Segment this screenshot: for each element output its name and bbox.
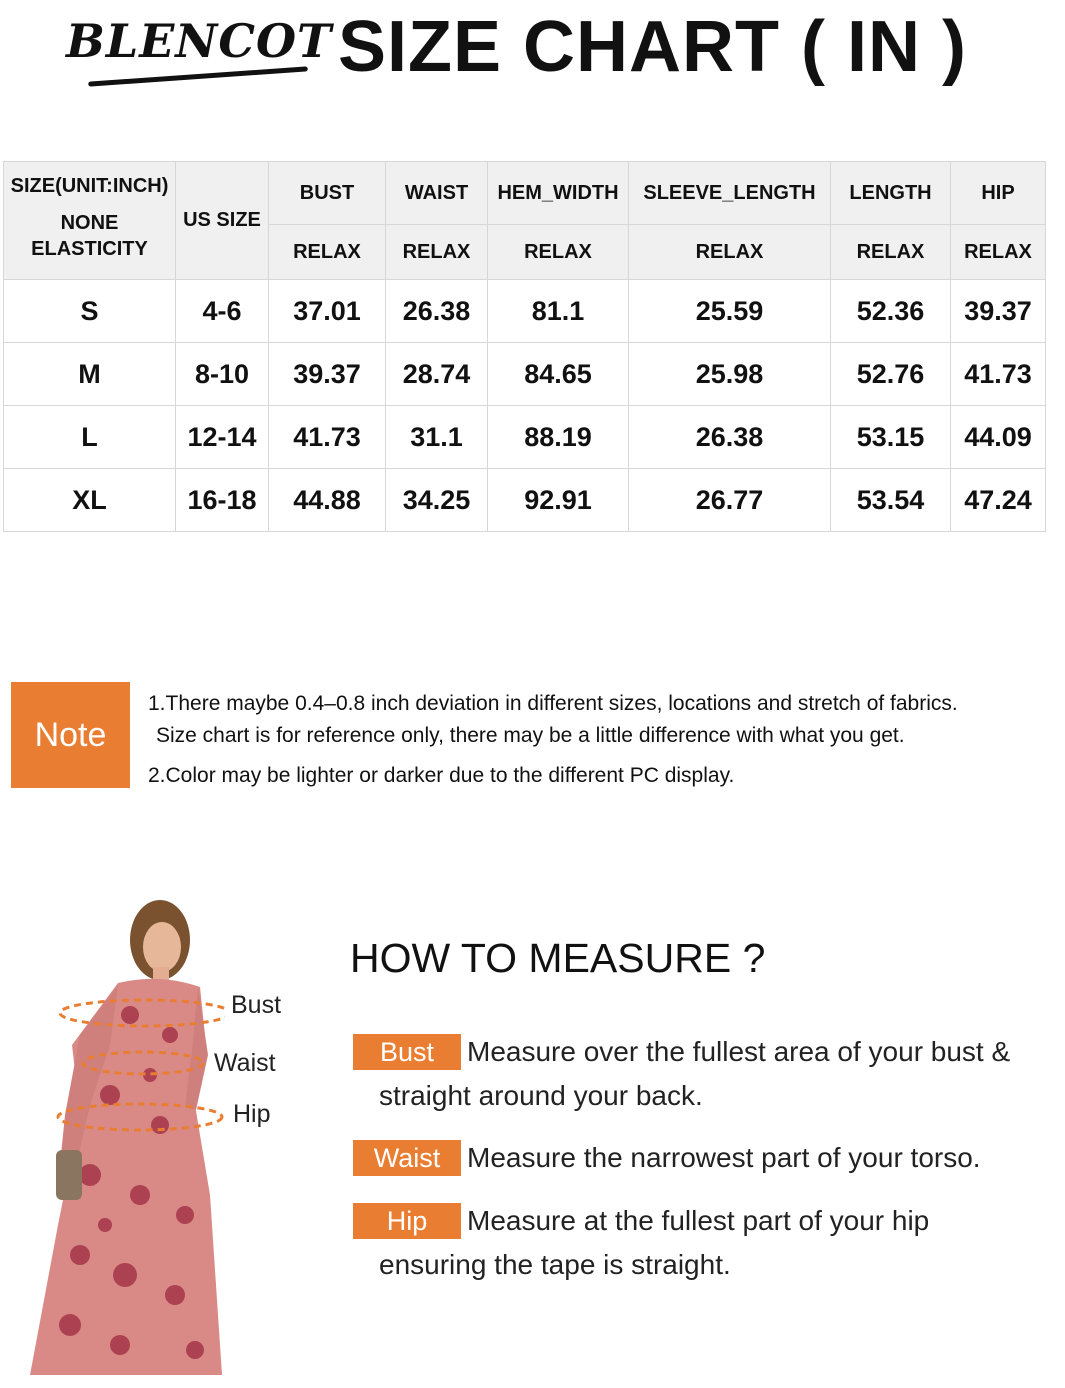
waist-cell: 26.38 xyxy=(386,280,488,343)
note-line-3: 2.Color may be lighter or darker due to the different PC display. xyxy=(148,764,735,787)
table-row xyxy=(4,469,1046,532)
sleeve-length-cell: 25.98 xyxy=(629,343,831,406)
waist-instruction xyxy=(353,1136,981,1180)
note-line-2: Size chart is for reference only, there may be a little difference with what you get. xyxy=(156,724,905,747)
size-cell: M xyxy=(4,343,176,406)
us-size-cell: 12-14 xyxy=(176,406,269,469)
model-figure-image xyxy=(10,895,225,1385)
bust-tag: Bust xyxy=(353,1034,461,1070)
us-size-cell: 4-6 xyxy=(176,280,269,343)
bust-instruction xyxy=(353,1030,1010,1118)
table-row xyxy=(4,343,1046,406)
hip-instruction-cont: ensuring the tape is straight. xyxy=(379,1249,731,1280)
bust-cell: 44.88 xyxy=(269,469,386,532)
bust-instruction-cont: straight around your back. xyxy=(379,1080,703,1111)
size-cell: XL xyxy=(4,469,176,532)
brand-logo-text: BLENCOT xyxy=(66,14,333,68)
length-cell: 52.36 xyxy=(831,280,951,343)
note-line-1: 1.There maybe 0.4–0.8 inch deviation in different sizes, locations and stretch of fabrics. xyxy=(148,692,958,715)
hem-width-cell: 84.65 xyxy=(488,343,629,406)
hip-cell: 39.37 xyxy=(951,280,1046,343)
size-cell: L xyxy=(4,406,176,469)
relax-label: RELAX xyxy=(386,225,488,280)
relax-label: RELAX xyxy=(831,225,951,280)
sleeve-length-cell: 26.77 xyxy=(629,469,831,532)
brand-logo-underline xyxy=(88,66,308,86)
size-unit-header xyxy=(4,162,176,280)
bust-instruction-text: Measure over the fullest area of your bust & xyxy=(467,1036,1011,1067)
bust-cell: 37.01 xyxy=(269,280,386,343)
table-header-row xyxy=(4,162,1046,225)
waist-tag: Waist xyxy=(353,1140,461,1176)
size-cell: S xyxy=(4,280,176,343)
hip-cell: 47.24 xyxy=(951,469,1046,532)
note-badge: Note xyxy=(11,682,130,788)
waist-cell: 31.1 xyxy=(386,406,488,469)
length-cell: 52.76 xyxy=(831,343,951,406)
relax-label: RELAX xyxy=(951,225,1046,280)
table-row xyxy=(4,406,1046,469)
hip-instruction xyxy=(353,1199,929,1287)
waist-cell: 34.25 xyxy=(386,469,488,532)
page-title: SIZE CHART ( IN ) xyxy=(338,7,967,87)
us-size-cell: 16-18 xyxy=(176,469,269,532)
us-size-cell: 8-10 xyxy=(176,343,269,406)
hip-cell: 41.73 xyxy=(951,343,1046,406)
sleeve-length-cell: 25.59 xyxy=(629,280,831,343)
waist-header: WAIST xyxy=(386,162,488,225)
sleeve-length-header: SLEEVE_LENGTH xyxy=(629,162,831,225)
hip-tag: Hip xyxy=(353,1203,461,1239)
brand-logo xyxy=(66,8,333,93)
hip-cell: 44.09 xyxy=(951,406,1046,469)
hem-width-cell: 81.1 xyxy=(488,280,629,343)
elasticity-label: NONE ELASTICITY xyxy=(31,212,148,260)
size-unit-label: SIZE(UNIT:INCH) xyxy=(10,175,169,197)
hip-instruction-text: Measure at the fullest part of your hip xyxy=(467,1205,930,1236)
hem-width-cell: 88.19 xyxy=(488,406,629,469)
table-row xyxy=(4,280,1046,343)
model-clutch xyxy=(56,1150,82,1200)
length-cell: 53.54 xyxy=(831,469,951,532)
relax-label: RELAX xyxy=(629,225,831,280)
hem-width-cell: 92.91 xyxy=(488,469,629,532)
note-text xyxy=(148,688,958,792)
length-header: LENGTH xyxy=(831,162,951,225)
bust-cell: 39.37 xyxy=(269,343,386,406)
bust-header: BUST xyxy=(269,162,386,225)
waist-instruction-text: Measure the narrowest part of your torso. xyxy=(467,1142,981,1173)
sleeve-length-cell: 26.38 xyxy=(629,406,831,469)
bust-label: Bust xyxy=(231,991,282,1019)
size-chart-table xyxy=(3,161,1046,532)
length-cell: 53.15 xyxy=(831,406,951,469)
hem-width-header: HEM_WIDTH xyxy=(488,162,629,225)
us-size-header: US SIZE xyxy=(176,162,269,280)
how-to-measure-title: HOW TO MEASURE ? xyxy=(350,935,766,981)
relax-label: RELAX xyxy=(488,225,629,280)
waist-label: Waist xyxy=(214,1049,276,1077)
waist-cell: 28.74 xyxy=(386,343,488,406)
model-face xyxy=(143,922,181,972)
hip-header: HIP xyxy=(951,162,1046,225)
hip-label: Hip xyxy=(233,1100,271,1128)
relax-label: RELAX xyxy=(269,225,386,280)
bust-cell: 41.73 xyxy=(269,406,386,469)
